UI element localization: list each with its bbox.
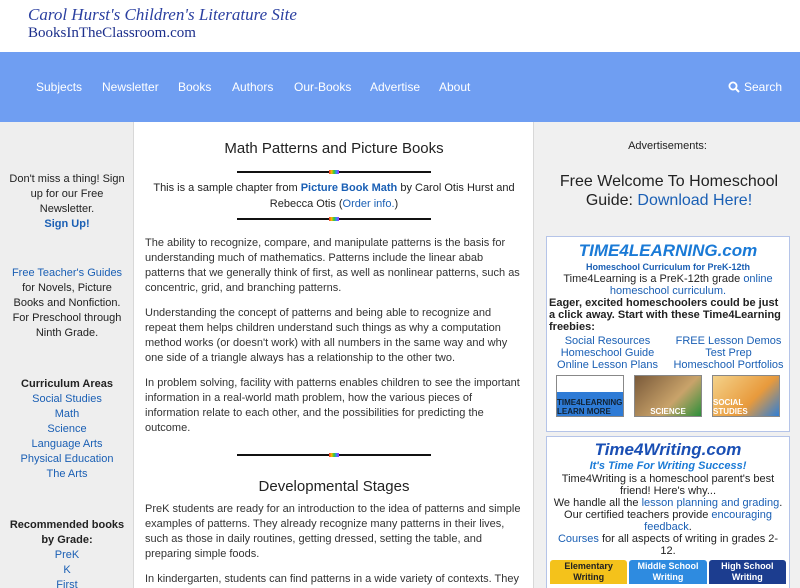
paragraph: In kindergarten, students can find patterns in a wide variety of contexts. They xyxy=(145,573,520,585)
paragraph: Understanding the concept of patterns and being able to recognize and repeat them helps children understand such things as why a computation method works (or doesn't work) with all numbers in the same way and why one side of a triangle always has a relationship to the other two. xyxy=(145,307,508,364)
divider xyxy=(237,171,431,173)
divider xyxy=(237,218,431,220)
science-thumb[interactable]: SCIENCE xyxy=(634,375,702,417)
curriculum-language-arts[interactable]: Language Arts xyxy=(31,438,103,450)
time4learning-links xyxy=(547,335,789,371)
time4writing-line4 xyxy=(547,533,789,557)
line3-prefix: Our certified teachers provide xyxy=(564,509,712,521)
nav-search[interactable] xyxy=(728,80,782,94)
grade-k[interactable]: K xyxy=(63,564,71,576)
courses-link[interactable]: Courses xyxy=(557,533,599,545)
paragraph: In problem solving, facility with patterns enables children to see the important information in a real-world math problem, how the various pieces of information relate to each other, and the possibilities for predicting the outcome. xyxy=(145,377,520,434)
nav-advertise[interactable]: Advertise xyxy=(370,80,421,94)
link-test-prep[interactable]: Test Prep xyxy=(705,347,752,359)
newsletter-promo xyxy=(6,172,128,232)
site-title[interactable]: Carol Hurst's Children's Literature Site xyxy=(28,5,297,24)
line2-suffix: . xyxy=(779,497,783,509)
link-online-lesson-plans[interactable]: Online Lesson Plans xyxy=(557,359,658,371)
nav-subjects[interactable]: Subjects xyxy=(36,80,83,94)
desc-prefix: Time4Learning is a PreK-12th grade xyxy=(563,273,744,285)
link-social-resources[interactable]: Social Resources xyxy=(564,335,651,347)
learn-more-thumb[interactable]: TIME4LEARNING LEARN MORE xyxy=(556,375,624,417)
nav-books[interactable]: Books xyxy=(178,80,212,94)
time4learning-tagline: Homeschool Curriculum for PreK-12th xyxy=(585,262,751,272)
time4writing-line3 xyxy=(547,509,789,533)
time4writing-logo[interactable]: Time4Writing.com xyxy=(594,440,742,459)
search-label: Search xyxy=(744,80,783,94)
sample-note xyxy=(145,180,523,212)
time4learning-desc xyxy=(547,273,789,297)
download-link[interactable]: Download Here! xyxy=(637,192,753,209)
book-title-link[interactable]: Picture Book Math xyxy=(300,182,398,194)
left-sidebar xyxy=(0,122,134,588)
social-studies-thumb[interactable]: SOCIAL STUDIES xyxy=(712,375,780,417)
search-icon xyxy=(728,81,740,93)
time4writing-ad[interactable] xyxy=(546,436,790,588)
time4learning-ad[interactable] xyxy=(546,236,790,432)
order-info-link[interactable]: Order info. xyxy=(342,198,395,210)
time4learning-thumbs xyxy=(547,371,789,421)
nav-about[interactable]: About xyxy=(439,80,471,94)
navbar xyxy=(0,52,800,122)
time4writing-line2 xyxy=(547,497,789,509)
curriculum-math[interactable]: Math xyxy=(54,408,80,420)
sample-prefix: This is a sample chapter from xyxy=(153,182,301,194)
teacher-guides-link[interactable]: Free Teacher's Guides xyxy=(11,267,123,279)
site-domain[interactable]: BooksInTheClassroom.com xyxy=(28,25,196,41)
page-title: Math Patterns and Picture Books xyxy=(224,140,444,157)
homeschool-promo xyxy=(544,172,794,210)
section-title: Developmental Stages xyxy=(258,478,410,495)
nav-newsletter[interactable]: Newsletter xyxy=(102,80,159,94)
grade-first[interactable]: First xyxy=(56,579,78,588)
link-homeschool-portfolios[interactable]: Homeschool Portfolios xyxy=(673,359,784,371)
guides-text: for Novels, Picture Books and Nonfiction. For Preschool through Ninth Grade. xyxy=(12,282,122,339)
signup-link[interactable]: Sign Up! xyxy=(44,218,90,230)
paragraph: The ability to recognize, compare, and manipulate patterns is the basis for understanding much of mathematics. Patterns include the linear abab patterns that we generally think of first, as well as nonlinear patterns, such as concentric, grid, and branching patterns. xyxy=(145,237,520,294)
online-curriculum-link[interactable]: online homeschool curriculum. xyxy=(609,273,773,297)
time4writing-tagline: It's Time For Writing Success! xyxy=(589,460,747,472)
grade-prek[interactable]: PreK xyxy=(54,549,80,561)
nav-authors[interactable]: Authors xyxy=(232,80,274,94)
feedback-link[interactable]: encouraging feedback xyxy=(644,509,772,533)
main-content xyxy=(135,122,533,588)
site-header xyxy=(0,0,800,52)
divider xyxy=(237,454,431,456)
curriculum-heading: Curriculum Areas xyxy=(21,378,113,390)
curriculum-social-studies[interactable]: Social Studies xyxy=(32,393,102,405)
high-school-writing-button[interactable]: High School Writing xyxy=(709,560,786,584)
elementary-writing-button[interactable]: Elementary Writing xyxy=(550,560,627,584)
ads-label: Advertisements: xyxy=(628,140,707,152)
newsletter-text: Don't miss a thing! Sign up for our Free Newsletter. xyxy=(9,173,125,215)
sample-suffix: ) xyxy=(394,198,399,210)
guides-promo xyxy=(6,266,128,341)
grade-heading: Recommended books by Grade: xyxy=(9,519,125,546)
time4writing-desc: Time4Writing is a homeschool parent's best friend! Here's why... xyxy=(561,473,775,497)
line3-suffix: . xyxy=(688,521,692,533)
curriculum-areas xyxy=(6,377,128,482)
link-free-lesson-demos[interactable]: FREE Lesson Demos xyxy=(675,335,782,347)
lesson-planning-link[interactable]: lesson planning and grading xyxy=(641,497,780,509)
time4learning-logo[interactable]: TIME4LEARNING.com xyxy=(578,241,758,260)
curriculum-the-arts[interactable]: The Arts xyxy=(46,468,88,480)
right-sidebar xyxy=(533,122,800,588)
writing-levels xyxy=(547,557,789,584)
line4-suffix: for all aspects of writing in grades 2-12. xyxy=(598,533,779,557)
link-homeschool-guide[interactable]: Homeschool Guide xyxy=(560,347,655,359)
sample-mid: by Carol Otis Hurst and Rebecca Otis ( xyxy=(269,182,515,210)
promo-text: Free Welcome To Homeschool Guide: xyxy=(559,173,779,209)
line2-prefix: We handle all the xyxy=(553,497,642,509)
curriculum-science[interactable]: Science xyxy=(47,423,87,435)
nav-our-books[interactable]: Our-Books xyxy=(294,80,352,94)
time4learning-bold: Eager, excited homeschoolers could be just a click away. Start with these Time4Learning freebies: xyxy=(549,297,781,333)
books-by-grade xyxy=(6,518,128,588)
middle-school-writing-button[interactable]: Middle School Writing xyxy=(629,560,706,584)
curriculum-physical-education[interactable]: Physical Education xyxy=(20,453,114,465)
paragraph: PreK students are ready for an introduction to the idea of patterns and simple examples of patterns. They already recognize many patterns in their lives, such as those in daily routines, getting dressed, setting the table, and preparing simple foods. xyxy=(145,503,521,560)
